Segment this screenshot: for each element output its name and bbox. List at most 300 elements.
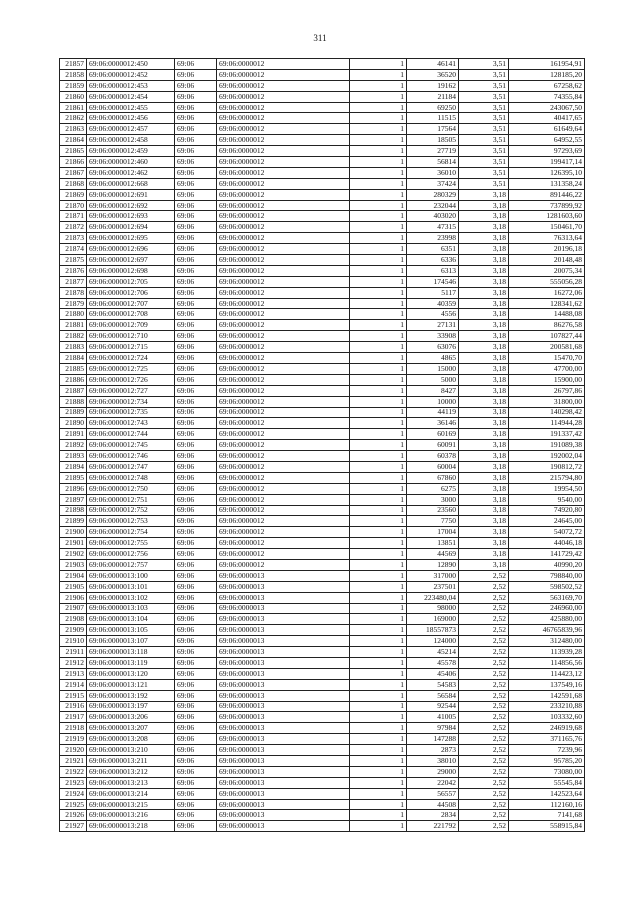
cell-area: 403020 <box>407 211 459 222</box>
cell-row-number: 21927 <box>60 821 87 832</box>
table-row <box>60 549 585 560</box>
cell-district-code: 69:06 <box>175 396 217 407</box>
cell-cadastral-value: 20148,48 <box>509 255 585 266</box>
cell-row-number: 21919 <box>60 734 87 745</box>
cell-specific-value: 3,18 <box>459 418 509 429</box>
table-row <box>60 342 585 353</box>
cell-specific-value: 3,18 <box>459 472 509 483</box>
cell-quarter-number: 69:06:0000012 <box>217 178 350 189</box>
cell-row-number: 21879 <box>60 298 87 309</box>
cell-cadastral-number: 69:06:0000012:462 <box>87 167 175 178</box>
cell-cadastral-value: 191089,38 <box>509 440 585 451</box>
cell-area: 3000 <box>407 494 459 505</box>
cell-district-code: 69:06 <box>175 113 217 124</box>
cell-quarter-number: 69:06:0000012 <box>217 407 350 418</box>
cell-cadastral-number: 69:06:0000012:745 <box>87 440 175 451</box>
cell-area: 221792 <box>407 821 459 832</box>
cell-district-code: 69:06 <box>175 538 217 549</box>
cell-count: 1 <box>350 189 407 200</box>
cell-quarter-number: 69:06:0000013 <box>217 570 350 581</box>
cell-cadastral-number: 69:06:0000012:753 <box>87 516 175 527</box>
cell-row-number: 21910 <box>60 636 87 647</box>
cell-cadastral-number: 69:06:0000012:693 <box>87 211 175 222</box>
cell-cadastral-number: 69:06:0000012:754 <box>87 527 175 538</box>
cell-cadastral-number: 69:06:0000013:207 <box>87 723 175 734</box>
cell-count: 1 <box>350 701 407 712</box>
cell-row-number: 21892 <box>60 440 87 451</box>
cell-quarter-number: 69:06:0000013 <box>217 701 350 712</box>
cell-count: 1 <box>350 102 407 113</box>
cell-district-code: 69:06 <box>175 320 217 331</box>
cell-row-number: 21901 <box>60 538 87 549</box>
cell-area: 36520 <box>407 69 459 80</box>
cell-district-code: 69:06 <box>175 570 217 581</box>
cell-specific-value: 3,18 <box>459 298 509 309</box>
cell-cadastral-value: 7239,96 <box>509 745 585 756</box>
cell-row-number: 21896 <box>60 483 87 494</box>
cell-area: 174546 <box>407 276 459 287</box>
cell-area: 60004 <box>407 461 459 472</box>
cell-cadastral-value: 112160,16 <box>509 799 585 810</box>
cell-row-number: 21886 <box>60 374 87 385</box>
cell-count: 1 <box>350 745 407 756</box>
cell-quarter-number: 69:06:0000012 <box>217 59 350 70</box>
cell-cadastral-value: 24645,00 <box>509 516 585 527</box>
cell-cadastral-number: 69:06:0000013:211 <box>87 756 175 767</box>
cell-area: 98000 <box>407 603 459 614</box>
cell-area: 13851 <box>407 538 459 549</box>
cell-cadastral-value: 425880,00 <box>509 614 585 625</box>
cell-specific-value: 2,52 <box>459 810 509 821</box>
cell-cadastral-value: 107827,44 <box>509 331 585 342</box>
cell-cadastral-value: 9540,00 <box>509 494 585 505</box>
cell-quarter-number: 69:06:0000012 <box>217 157 350 168</box>
cell-row-number: 21904 <box>60 570 87 581</box>
cell-row-number: 21911 <box>60 647 87 658</box>
cell-area: 8427 <box>407 385 459 396</box>
cell-row-number: 21861 <box>60 102 87 113</box>
cell-specific-value: 2,52 <box>459 636 509 647</box>
cell-cadastral-number: 69:06:0000012:706 <box>87 287 175 298</box>
cell-cadastral-number: 69:06:0000013:121 <box>87 679 175 690</box>
table-row <box>60 363 585 374</box>
cell-area: 237501 <box>407 581 459 592</box>
cell-count: 1 <box>350 113 407 124</box>
table-row <box>60 396 585 407</box>
cell-cadastral-number: 69:06:0000012:744 <box>87 429 175 440</box>
cell-cadastral-value: 128341,62 <box>509 298 585 309</box>
cell-area: 19162 <box>407 80 459 91</box>
cell-count: 1 <box>350 429 407 440</box>
cell-row-number: 21867 <box>60 167 87 178</box>
cell-area: 33908 <box>407 331 459 342</box>
cell-count: 1 <box>350 363 407 374</box>
cell-specific-value: 2,52 <box>459 668 509 679</box>
table-row <box>60 690 585 701</box>
cell-area: 2834 <box>407 810 459 821</box>
cell-cadastral-number: 69:06:0000013:218 <box>87 821 175 832</box>
cell-row-number: 21900 <box>60 527 87 538</box>
cell-count: 1 <box>350 69 407 80</box>
cell-district-code: 69:06 <box>175 712 217 723</box>
table-row <box>60 636 585 647</box>
cell-district-code: 69:06 <box>175 777 217 788</box>
cell-count: 1 <box>350 91 407 102</box>
table-row <box>60 222 585 233</box>
cell-row-number: 21894 <box>60 461 87 472</box>
cell-quarter-number: 69:06:0000012 <box>217 255 350 266</box>
cell-specific-value: 2,52 <box>459 756 509 767</box>
cell-specific-value: 2,52 <box>459 734 509 745</box>
cell-count: 1 <box>350 570 407 581</box>
cell-quarter-number: 69:06:0000013 <box>217 745 350 756</box>
cell-cadastral-number: 69:06:0000012:458 <box>87 135 175 146</box>
cell-count: 1 <box>350 80 407 91</box>
table-row <box>60 102 585 113</box>
cell-row-number: 21917 <box>60 712 87 723</box>
cell-district-code: 69:06 <box>175 516 217 527</box>
cell-cadastral-value: 126395,10 <box>509 167 585 178</box>
cell-quarter-number: 69:06:0000013 <box>217 679 350 690</box>
cell-quarter-number: 69:06:0000013 <box>217 821 350 832</box>
cell-cadastral-number: 69:06:0000012:715 <box>87 342 175 353</box>
cell-count: 1 <box>350 821 407 832</box>
cell-district-code: 69:06 <box>175 625 217 636</box>
cell-area: 5117 <box>407 287 459 298</box>
cell-area: 124000 <box>407 636 459 647</box>
cell-specific-value: 3,18 <box>459 233 509 244</box>
cell-row-number: 21891 <box>60 429 87 440</box>
cell-district-code: 69:06 <box>175 157 217 168</box>
cell-row-number: 21924 <box>60 788 87 799</box>
cell-cadastral-number: 69:06:0000013:103 <box>87 603 175 614</box>
table-row <box>60 712 585 723</box>
cell-row-number: 21907 <box>60 603 87 614</box>
cell-cadastral-number: 69:06:0000013:214 <box>87 788 175 799</box>
cell-area: 169000 <box>407 614 459 625</box>
cell-cadastral-number: 69:06:0000012:698 <box>87 265 175 276</box>
cell-row-number: 21863 <box>60 124 87 135</box>
cell-count: 1 <box>350 461 407 472</box>
cell-specific-value: 3,18 <box>459 342 509 353</box>
cell-row-number: 21869 <box>60 189 87 200</box>
cell-row-number: 21903 <box>60 559 87 570</box>
cell-cadastral-value: 190812,72 <box>509 461 585 472</box>
cell-row-number: 21918 <box>60 723 87 734</box>
table-row <box>60 178 585 189</box>
cell-count: 1 <box>350 657 407 668</box>
cell-specific-value: 3,18 <box>459 244 509 255</box>
cell-cadastral-number: 69:06:0000012:756 <box>87 549 175 560</box>
cell-row-number: 21890 <box>60 418 87 429</box>
cell-specific-value: 2,52 <box>459 690 509 701</box>
cell-count: 1 <box>350 157 407 168</box>
cell-quarter-number: 69:06:0000012 <box>217 309 350 320</box>
cell-quarter-number: 69:06:0000012 <box>217 527 350 538</box>
cell-cadastral-number: 69:06:0000012:694 <box>87 222 175 233</box>
cell-area: 67860 <box>407 472 459 483</box>
cell-specific-value: 2,52 <box>459 614 509 625</box>
cell-cadastral-value: 200581,68 <box>509 342 585 353</box>
cell-specific-value: 3,18 <box>459 385 509 396</box>
cell-district-code: 69:06 <box>175 287 217 298</box>
cell-quarter-number: 69:06:0000012 <box>217 146 350 157</box>
table-row <box>60 276 585 287</box>
cell-area: 317000 <box>407 570 459 581</box>
cell-quarter-number: 69:06:0000012 <box>217 80 350 91</box>
table-row <box>60 353 585 364</box>
cell-specific-value: 3,51 <box>459 135 509 146</box>
cell-count: 1 <box>350 527 407 538</box>
cell-count: 1 <box>350 603 407 614</box>
cell-row-number: 21912 <box>60 657 87 668</box>
cell-specific-value: 3,51 <box>459 80 509 91</box>
cell-specific-value: 3,51 <box>459 59 509 70</box>
cell-count: 1 <box>350 309 407 320</box>
cell-cadastral-number: 69:06:0000013:206 <box>87 712 175 723</box>
cell-cadastral-number: 69:06:0000012:705 <box>87 276 175 287</box>
cell-row-number: 21895 <box>60 472 87 483</box>
cell-area: 41005 <box>407 712 459 723</box>
cell-count: 1 <box>350 407 407 418</box>
table-row <box>60 135 585 146</box>
cell-quarter-number: 69:06:0000013 <box>217 777 350 788</box>
cell-row-number: 21893 <box>60 451 87 462</box>
cell-cadastral-number: 69:06:0000012:696 <box>87 244 175 255</box>
cell-cadastral-number: 69:06:0000012:724 <box>87 353 175 364</box>
cell-row-number: 21862 <box>60 113 87 124</box>
cell-cadastral-value: 114856,56 <box>509 657 585 668</box>
cell-quarter-number: 69:06:0000013 <box>217 657 350 668</box>
cell-cadastral-number: 69:06:0000013:104 <box>87 614 175 625</box>
cell-district-code: 69:06 <box>175 799 217 810</box>
cell-specific-value: 3,18 <box>459 516 509 527</box>
table-row <box>60 614 585 625</box>
cell-quarter-number: 69:06:0000012 <box>217 472 350 483</box>
cell-area: 4556 <box>407 309 459 320</box>
cell-specific-value: 2,52 <box>459 821 509 832</box>
cell-count: 1 <box>350 211 407 222</box>
cell-specific-value: 3,18 <box>459 309 509 320</box>
cell-row-number: 21889 <box>60 407 87 418</box>
table-row <box>60 461 585 472</box>
cell-cadastral-number: 69:06:0000013:197 <box>87 701 175 712</box>
cell-specific-value: 3,51 <box>459 69 509 80</box>
cell-count: 1 <box>350 799 407 810</box>
cell-row-number: 21926 <box>60 810 87 821</box>
cell-row-number: 21877 <box>60 276 87 287</box>
cell-district-code: 69:06 <box>175 723 217 734</box>
cell-cadastral-value: 140298,42 <box>509 407 585 418</box>
cell-count: 1 <box>350 135 407 146</box>
table-row <box>60 745 585 756</box>
cell-quarter-number: 69:06:0000012 <box>217 91 350 102</box>
cell-area: 11515 <box>407 113 459 124</box>
cell-count: 1 <box>350 178 407 189</box>
table-row <box>60 200 585 211</box>
cell-specific-value: 3,51 <box>459 124 509 135</box>
cell-area: 29000 <box>407 766 459 777</box>
cell-district-code: 69:06 <box>175 342 217 353</box>
cell-area: 44119 <box>407 407 459 418</box>
cell-cadastral-number: 69:06:0000012:751 <box>87 494 175 505</box>
cell-cadastral-number: 69:06:0000012:735 <box>87 407 175 418</box>
table-row <box>60 298 585 309</box>
cell-area: 18505 <box>407 135 459 146</box>
cell-row-number: 21858 <box>60 69 87 80</box>
cell-count: 1 <box>350 647 407 658</box>
cell-row-number: 21915 <box>60 690 87 701</box>
cell-district-code: 69:06 <box>175 255 217 266</box>
cell-specific-value: 3,18 <box>459 363 509 374</box>
cell-row-number: 21872 <box>60 222 87 233</box>
cell-specific-value: 3,18 <box>459 461 509 472</box>
cell-quarter-number: 69:06:0000012 <box>217 102 350 113</box>
cell-district-code: 69:06 <box>175 102 217 113</box>
table-row <box>60 374 585 385</box>
cell-row-number: 21874 <box>60 244 87 255</box>
cell-specific-value: 3,51 <box>459 91 509 102</box>
cell-row-number: 21909 <box>60 625 87 636</box>
cell-district-code: 69:06 <box>175 451 217 462</box>
table-row <box>60 440 585 451</box>
cell-cadastral-number: 69:06:0000013:101 <box>87 581 175 592</box>
cell-cadastral-value: 161954,91 <box>509 59 585 70</box>
cell-quarter-number: 69:06:0000012 <box>217 298 350 309</box>
cell-row-number: 21913 <box>60 668 87 679</box>
cell-area: 45406 <box>407 668 459 679</box>
cell-area: 36010 <box>407 167 459 178</box>
cell-row-number: 21897 <box>60 494 87 505</box>
cell-cadastral-number: 69:06:0000012:746 <box>87 451 175 462</box>
cell-row-number: 21860 <box>60 91 87 102</box>
cell-cadastral-number: 69:06:0000012:455 <box>87 102 175 113</box>
cell-quarter-number: 69:06:0000012 <box>217 374 350 385</box>
cell-quarter-number: 69:06:0000012 <box>217 287 350 298</box>
cell-cadastral-value: 312480,00 <box>509 636 585 647</box>
cell-cadastral-value: 243067,50 <box>509 102 585 113</box>
cell-cadastral-value: 1281603,60 <box>509 211 585 222</box>
cell-cadastral-number: 69:06:0000012:725 <box>87 363 175 374</box>
cell-area: 45578 <box>407 657 459 668</box>
table-row <box>60 451 585 462</box>
cell-cadastral-value: 191337,42 <box>509 429 585 440</box>
cell-specific-value: 3,51 <box>459 146 509 157</box>
cell-cadastral-value: 555056,28 <box>509 276 585 287</box>
table-row <box>60 59 585 70</box>
cell-area: 10000 <box>407 396 459 407</box>
cell-quarter-number: 69:06:0000012 <box>217 461 350 472</box>
cell-count: 1 <box>350 418 407 429</box>
page-number: 311 <box>313 33 327 43</box>
cell-district-code: 69:06 <box>175 581 217 592</box>
cell-cadastral-value: 73080,00 <box>509 766 585 777</box>
cell-district-code: 69:06 <box>175 821 217 832</box>
cell-area: 47315 <box>407 222 459 233</box>
cell-district-code: 69:06 <box>175 276 217 287</box>
cell-district-code: 69:06 <box>175 80 217 91</box>
cell-district-code: 69:06 <box>175 745 217 756</box>
cell-row-number: 21898 <box>60 505 87 516</box>
cell-specific-value: 2,52 <box>459 788 509 799</box>
table-row <box>60 592 585 603</box>
cell-row-number: 21865 <box>60 146 87 157</box>
cell-quarter-number: 69:06:0000012 <box>217 505 350 516</box>
cell-cadastral-value: 114423,12 <box>509 668 585 679</box>
cell-district-code: 69:06 <box>175 810 217 821</box>
cell-row-number: 21922 <box>60 766 87 777</box>
cell-area: 18557873 <box>407 625 459 636</box>
cell-district-code: 69:06 <box>175 461 217 472</box>
table-row <box>60 157 585 168</box>
cell-area: 60169 <box>407 429 459 440</box>
cell-cadastral-value: 192002,04 <box>509 451 585 462</box>
table-row <box>60 265 585 276</box>
cell-quarter-number: 69:06:0000012 <box>217 385 350 396</box>
cell-specific-value: 2,52 <box>459 592 509 603</box>
table-row <box>60 821 585 832</box>
cell-cadastral-value: 131358,24 <box>509 178 585 189</box>
table-row <box>60 80 585 91</box>
cell-area: 23998 <box>407 233 459 244</box>
cell-cadastral-value: 31800,00 <box>509 396 585 407</box>
table-row <box>60 472 585 483</box>
cell-cadastral-number: 69:06:0000012:452 <box>87 69 175 80</box>
cell-district-code: 69:06 <box>175 679 217 690</box>
cell-cadastral-value: 103332,60 <box>509 712 585 723</box>
cell-count: 1 <box>350 124 407 135</box>
table-row <box>60 679 585 690</box>
cell-district-code: 69:06 <box>175 385 217 396</box>
cell-specific-value: 3,18 <box>459 559 509 570</box>
cell-specific-value: 2,52 <box>459 625 509 636</box>
cell-district-code: 69:06 <box>175 59 217 70</box>
cell-row-number: 21884 <box>60 353 87 364</box>
cell-quarter-number: 69:06:0000012 <box>217 516 350 527</box>
cell-district-code: 69:06 <box>175 298 217 309</box>
cell-cadastral-number: 69:06:0000012:692 <box>87 200 175 211</box>
cell-area: 60378 <box>407 451 459 462</box>
cell-cadastral-value: 142523,64 <box>509 788 585 799</box>
table-row <box>60 255 585 266</box>
cell-quarter-number: 69:06:0000012 <box>217 124 350 135</box>
cell-quarter-number: 69:06:0000012 <box>217 69 350 80</box>
cell-cadastral-number: 69:06:0000013:212 <box>87 766 175 777</box>
cell-cadastral-number: 69:06:0000012:691 <box>87 189 175 200</box>
cell-cadastral-number: 69:06:0000012:450 <box>87 59 175 70</box>
cell-count: 1 <box>350 494 407 505</box>
cell-cadastral-value: 20196,18 <box>509 244 585 255</box>
cell-specific-value: 3,18 <box>459 440 509 451</box>
table-row <box>60 309 585 320</box>
cell-area: 7750 <box>407 516 459 527</box>
cell-area: 232044 <box>407 200 459 211</box>
cell-specific-value: 3,18 <box>459 429 509 440</box>
cell-count: 1 <box>350 396 407 407</box>
cell-count: 1 <box>350 353 407 364</box>
cell-district-code: 69:06 <box>175 146 217 157</box>
cell-row-number: 21859 <box>60 80 87 91</box>
cell-cadastral-value: 46765839,96 <box>509 625 585 636</box>
cell-row-number: 21873 <box>60 233 87 244</box>
cell-quarter-number: 69:06:0000012 <box>217 538 350 549</box>
cell-quarter-number: 69:06:0000012 <box>217 200 350 211</box>
cell-count: 1 <box>350 331 407 342</box>
cadastral-value-table <box>59 58 585 832</box>
cell-quarter-number: 69:06:0000013 <box>217 581 350 592</box>
cell-specific-value: 3,18 <box>459 494 509 505</box>
cell-count: 1 <box>350 766 407 777</box>
